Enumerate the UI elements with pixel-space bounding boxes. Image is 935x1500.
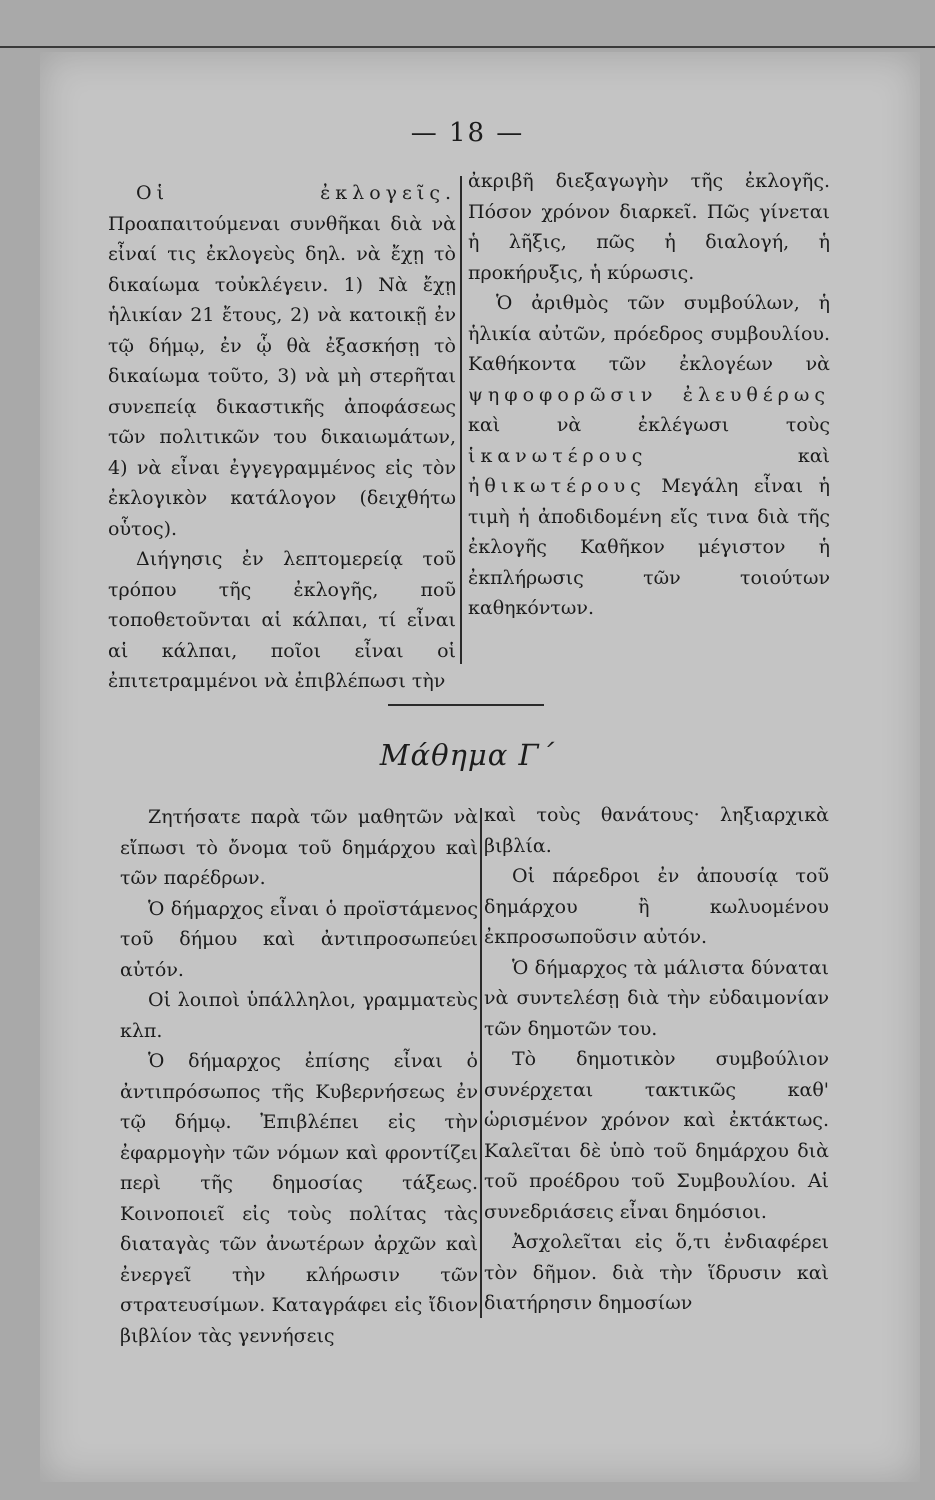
- voters-paragraph: [108, 178, 456, 544]
- section-separator: [388, 704, 544, 706]
- top-column-divider: [460, 176, 462, 664]
- emphasis-vote-freely: ψηφοφορῶσιν ἐλευθέρως: [468, 383, 830, 406]
- voters-text: Προαπαιτούμεναι συνθῆκαι διὰ νὰ εἶναί τις ἐκλογεὺς δηλ. νὰ ἔχῃ τὸ δικαίωμα τοὐκλέγειν. 1) Νὰ ἔχῃ ἡλικίαν 21 ἔτους, 2) νὰ κατοικῇ ἐν τῷ δήμῳ, ἐν ᾧ θὰ ἐξασκήσῃ τὸ δικαίωμα τοῦτο, 3) νὰ μὴ στερῆται συνεπείᾳ δικαστικῆς ἀποφάσεως τῶν πολιτικῶν του δικαιωμάτων, 4) νὰ εἶναι ἐγγεγραμμένος εἰς τὸν ἐκλογικὸν κατάλογον (δειχθήτω οὗτος).: [108, 212, 456, 540]
- voters-heading: Οἱ ἐκλογεῖς.: [136, 182, 456, 204]
- election-conduct-paragraph: ἀκριβῆ διεξαγωγὴν τῆς ἐκλογῆς. Πόσον χρόνον διαρκεῖ. Πῶς γίνεται ἡ λῆξις, πῶς ἡ διαλογή, ἡ προκήρυξις, ἡ κύρωσις.: [468, 170, 830, 284]
- council-paragraph: [468, 288, 830, 624]
- mayor-duties-paragraph: Ὁ δήμαρχος ἐπίσης εἶναι ὁ ἀντιπρόσωπος τῆς Κυβερνήσεως ἐν τῷ δήμῳ. Ἐπιβλέπει εἰς τὴν ἐφαρμογὴν τῶν νόμων καὶ φροντίζει περὶ τῆς δημοσίας τάξεως. Κοινοποιεῖ εἰς τοὺς πολίτας τὰς διαταγὰς τῶν ἀνωτέρων ἀρχῶν καὶ ἐνεργεῖ τὴν κλήρωσιν τῶν στρατευσίμων. Καταγράφει εἰς ἴδιον βιβλίον τὰς γεννήσεις: [120, 1050, 478, 1347]
- registry-paragraph: καὶ τοὺς θανάτους· ληξιαρχικὰ βιβλία.: [484, 804, 829, 857]
- municipal-council-paragraph: Τὸ δημοτικὸν συμβούλιον συνέρχεται τακτικῶς καθ' ὡρισμένον χρόνον καὶ ἐκτάκτως. Καλεῖται δὲ ὑπὸ τοῦ δημάρχου διὰ τοῦ προέδρου τοῦ Συμβουλίου. Αἱ συνεδριάσεις εἶναι δημόσιοι.: [484, 1048, 829, 1223]
- council-text-mid: καὶ νὰ ἐκλέγωσι τοὺς: [468, 414, 830, 436]
- top-border-line: [0, 46, 935, 48]
- top-right-column: [468, 166, 830, 624]
- emphasis-most-moral: ἠθικωτέρους: [468, 475, 646, 497]
- mayor-head-paragraph: Ὁ δήμαρχος εἶναι ὁ προϊστάμενος τοῦ δήμου καὶ ἀντιπροσωπεύει αὐτόν.: [120, 897, 478, 981]
- bottom-right-column: [484, 800, 829, 1319]
- council-concerns-paragraph: Ἀσχολεῖται εἰς ὅ,τι ἐνδιαφέρει τὸν δῆμον. διὰ τὴν ἵδρυσιν καὶ διατήρησιν δημοσίων: [484, 1231, 829, 1314]
- section-title: Μάθημα Γ΄: [379, 738, 556, 772]
- emphasis-most-capable: ἱκανωτέρους: [468, 444, 648, 467]
- bottom-column-divider: [480, 808, 482, 1318]
- top-left-column: [108, 178, 456, 697]
- page-number: — 18 —: [410, 118, 525, 148]
- mayor-prosperity-paragraph: Ὁ δήμαρχος τὰ μάλιστα δύναται νὰ συντελέσῃ διὰ τὴν εὐδαιμονίαν τῶν δημοτῶν του.: [484, 956, 829, 1040]
- council-text-and: καὶ: [647, 444, 830, 467]
- deputies-paragraph: Οἱ πάρεδροι ἐν ἀπουσίᾳ τοῦ δημάρχου ἢ κωλυομένου ἐκπροσωποῦσιν αὐτόν.: [484, 865, 829, 948]
- bottom-left-column: [120, 802, 478, 1351]
- other-officials-paragraph: Οἱ λοιποὶ ὑπάλληλοι, γραμματεὺς κλπ.: [120, 989, 478, 1042]
- council-text-start: Ὁ ἀριθμὸς τῶν συμβούλων, ἡ ἡλικία αὐτῶν, πρόεδρος συμβουλίου. Καθήκοντα τῶν ἐκλογέων νὰ: [468, 292, 830, 375]
- election-process-paragraph: Διήγησις ἐν λεπτομερείᾳ τοῦ τρόπου τῆς ἐκλογῆς, ποῦ τοποθετοῦνται αἱ κάλπαι, τί εἶναι αἱ κάλπαι, ποῖοι εἶναι οἱ ἐπιτετραμμένοι νὰ ἐπιβλέπωσι τὴν: [108, 548, 456, 692]
- council-text-end: Μεγάλη εἶναι ἡ τιμὴ ἡ ἀποδιδομένη εἴς τινα διὰ τῆς ἐκλογῆς Καθῆκον μέγιστον ἡ ἐκπλήρωσις τῶν τοιούτων καθηκόντων.: [468, 475, 830, 619]
- mayor-question-paragraph: Ζητήσατε παρὰ τῶν μαθητῶν νὰ εἴπωσι τὸ ὄνομα τοῦ δημάρχου καὶ τῶν παρέδρων.: [120, 806, 478, 889]
